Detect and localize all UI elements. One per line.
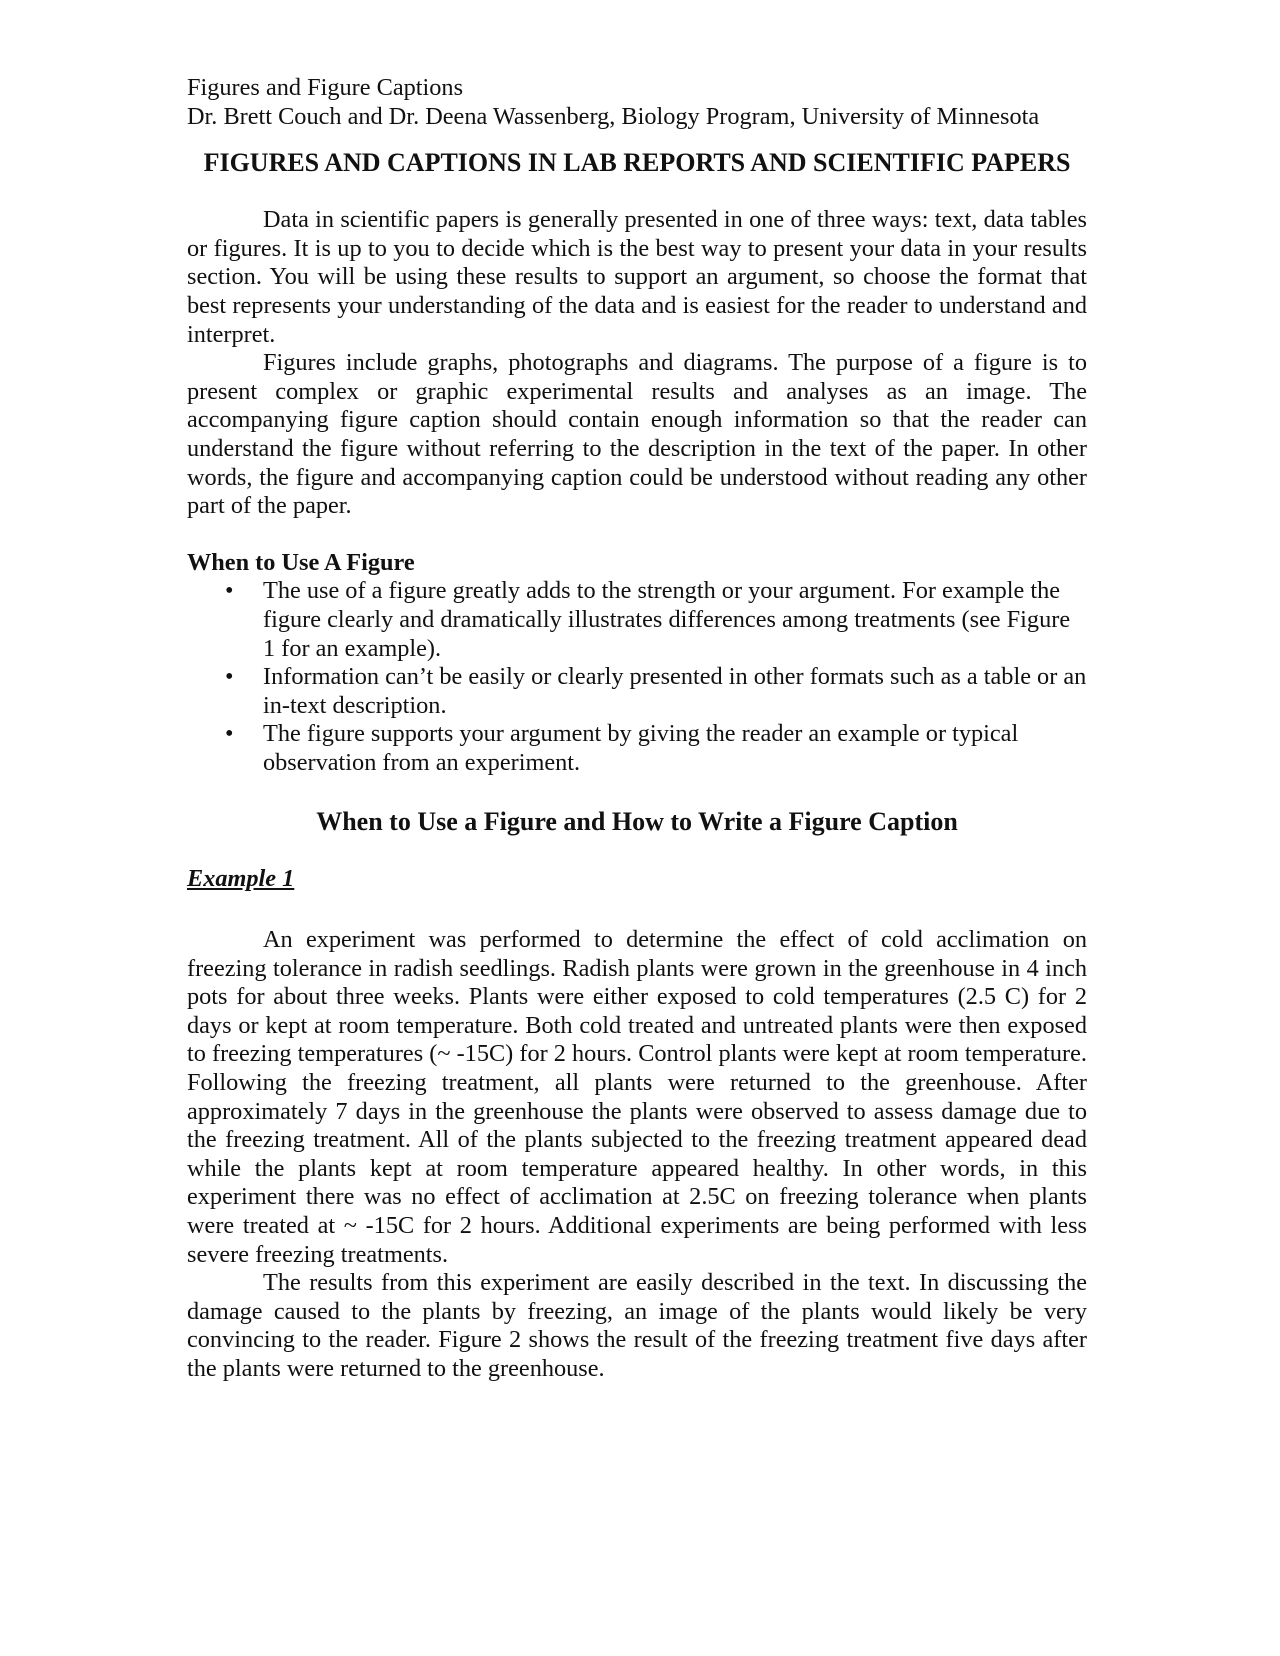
list-item-text: Information can’t be easily or clearly presented in other formats such as a table or an in-text description. (263, 663, 1087, 719)
list-item-text: The use of a figure greatly adds to the strength or your argument. For example the figure clearly and dramatically illustrates differences among treatments (see Figure 1 for an example). (263, 577, 1071, 662)
header-line-2: Dr. Brett Couch and Dr. Deena Wassenberg, Biology Program, University of Minnesota (187, 102, 1040, 130)
intro-paragraph-1: Data in scientific papers is generally presented in one of three ways: text, data tables or figures. It is up to you to decide which is the best way to present your data in your results section. You will be using these results to support an argument, so choose the format that best represents your understanding of the data and is easiest for the reader to understand and interpret. (187, 206, 1087, 348)
bullet-icon: • (225, 720, 234, 748)
example-1-paragraph-1: An experiment was performed to determine the effect of cold acclimation on freezing tolerance in radish seedlings. Radish plants were grown in the greenhouse in 4 inch pots for about three weeks. Plants were either exposed to cold temperatures (2.5 C) for 2 days or kept at room temperature. Both cold treated and untreated plants were then exposed to freezing temperatures (~ -15C) for 2 hours. Control plants were kept at room temperature. Following the freezing treatment, all plants were returned to the greenhouse. After approximately 7 days in the greenhouse the plants were observed to assess damage due to the freezing treatment. All of the plants subjected to the freezing treatment appeared dead while the plants kept at room temperature appeared healthy. In other words, in this experiment there was no effect of acclimation at 2.5C on freezing tolerance when plants were treated at ~ -15C for 2 hours. Additional experiments are being performed with less severe freezing treatments. (187, 926, 1087, 1268)
intro-section (187, 206, 1087, 521)
list-item (187, 577, 1087, 663)
list-item (187, 720, 1087, 777)
intro-paragraph-2: Figures include graphs, photographs and diagrams. The purpose of a figure is to present complex or graphic experimental results and analyses as an image. The accompanying figure caption should contain enough information so that the reader can understand the figure without referring to the description in the text of the paper. In other words, the figure and accompanying caption could be understood without reading any other part of the paper. (187, 349, 1087, 520)
when-to-use-heading: When to Use A Figure (187, 548, 415, 576)
section-title: When to Use a Figure and How to Write a Figure Caption (316, 807, 958, 837)
example-1-paragraph-2: The results from this experiment are easily described in the text. In discussing the damage caused to the plants by freezing, an image of the plants would likely be very convincing to the reader. Figure 2 shows the result of the freezing treatment five days after the plants were returned to the greenhouse. (187, 1269, 1087, 1382)
bullet-icon: • (225, 663, 234, 691)
example-1-section (187, 926, 1087, 1384)
page-title: FIGURES AND CAPTIONS IN LAB REPORTS AND SCIENTIFIC PAPERS (203, 148, 1071, 178)
when-to-use-list (187, 577, 1087, 777)
bullet-icon: • (225, 577, 234, 605)
list-item-text: The figure supports your argument by giving the reader an example or typical observation from an experiment. (263, 720, 1019, 776)
list-item (187, 663, 1087, 720)
header-line-1: Figures and Figure Captions (187, 74, 464, 101)
example-1-label: Example 1 (187, 865, 295, 893)
document-page (187, 74, 1087, 1384)
when-to-use-section (187, 549, 1087, 778)
